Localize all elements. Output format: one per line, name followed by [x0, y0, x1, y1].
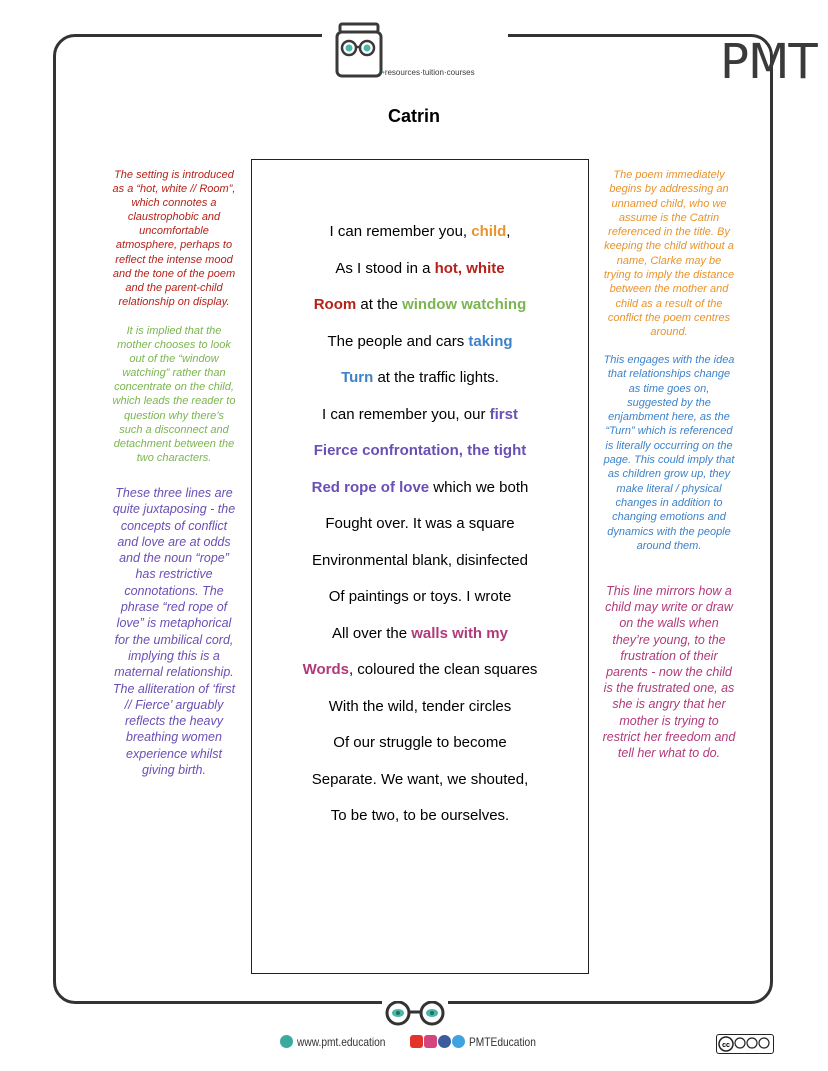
note-line: keeping the child without a [604, 240, 734, 253]
highlighted-phrase: Room [313, 296, 357, 313]
note-line: giving birth. [142, 763, 206, 778]
note-line: make literal / physical [616, 482, 722, 495]
note-line: experience whilst [126, 746, 222, 761]
instagram-icon[interactable] [424, 1035, 437, 1048]
note-line: uncomfortable [139, 225, 209, 238]
note-line: mother chooses to look [117, 339, 231, 352]
poem-line [251, 287, 589, 324]
note-red-rope [104, 485, 244, 778]
note-line: atmosphere, perhaps to [115, 239, 233, 252]
logo-tagline: •resources·tuition·courses [382, 68, 475, 77]
note-line: mother is trying to [619, 713, 719, 728]
poem-phrase: I can remember you, [329, 223, 472, 240]
highlighted-phrase: taking [468, 332, 513, 350]
note-line: is the frustrated one, as [603, 681, 735, 696]
note-line: changes in addition to [615, 496, 723, 509]
note-line: name, Clarke may be [616, 254, 722, 267]
note-line: phrase “red rope of [120, 600, 228, 615]
note-line: begins by addressing an [609, 183, 729, 196]
note-line: enjambment here, as the [608, 411, 730, 424]
poem-phrase: Fought over. It was a square [325, 515, 515, 532]
page-title: Catrin [387, 106, 440, 126]
note-line: as time goes on, [628, 382, 710, 395]
glasses-icon [382, 1001, 448, 1027]
highlighted-phrase: Turn [341, 369, 374, 386]
note-line: and the parent-child [125, 281, 223, 294]
note-line: child may write or draw [605, 600, 733, 615]
poem-line [251, 360, 589, 397]
note-line: The setting is introduced [114, 169, 234, 181]
poem-line [251, 616, 589, 653]
note-line: suggested by the [627, 396, 711, 409]
poem-line [251, 251, 589, 288]
svg-text:cc: cc [722, 1042, 730, 1049]
note-line: and the tone of the poem [112, 267, 236, 280]
highlighted-phrase: child [471, 223, 507, 240]
note-line: // Fierce’ arguably [124, 697, 224, 712]
poem-line [251, 689, 589, 726]
note-line: “Turn” which is referenced [605, 425, 733, 438]
poem-phrase: Separate. We want, we shouted, [311, 770, 529, 788]
note-line: love” is metaphorical [116, 616, 232, 631]
note-walls [594, 583, 744, 761]
note-line: and the noun “rope” [119, 551, 229, 566]
poem-phrase: As I stood in a [335, 259, 435, 277]
cc-license-badge [716, 1034, 774, 1054]
note-line: for the umbilical cord, [114, 632, 234, 647]
note-line: It is implied that the [126, 325, 222, 337]
note-unnamed-child [594, 168, 744, 340]
youtube-icon[interactable] [410, 1035, 423, 1048]
note-line: out of the “window [129, 353, 219, 366]
poem-line [251, 397, 589, 434]
note-line: that relationships change [607, 368, 731, 381]
cc-icons [717, 1035, 772, 1052]
book-glasses-icon [334, 20, 386, 82]
note-line: child as a result of the [615, 297, 723, 310]
note-line: detachment between the [113, 437, 235, 450]
highlighted-phrase: Red rope of love [311, 478, 430, 496]
note-line: has restrictive [135, 567, 213, 582]
note-line: page. This could imply that [603, 454, 735, 467]
note-line: restrict her freedom and [602, 729, 736, 744]
poem-phrase: at the [356, 296, 403, 313]
note-line: The poem immediately [613, 169, 725, 181]
poem-phrase: , coloured the clean squares [348, 661, 538, 678]
note-line: assume is the Catrin [618, 211, 720, 224]
note-line: The alliteration of ‘first [112, 681, 236, 696]
poem-phrase: at the traffic lights. [373, 369, 499, 386]
note-line: implying this is a [128, 648, 220, 663]
note-line: quite juxtaposing - the [112, 502, 236, 517]
highlighted-phrase: hot, white [434, 259, 505, 277]
poem-phrase: which we both [429, 478, 529, 496]
poem-text [251, 214, 589, 835]
poem-phrase: Of our struggle to become [333, 734, 507, 751]
footer-social[interactable]: PMTEducation [410, 1034, 548, 1049]
note-line: around. [650, 326, 688, 339]
note-window-watching [104, 324, 244, 465]
highlighted-phrase: window watching [402, 296, 527, 313]
note-line: maternal relationship. [114, 665, 234, 680]
note-line: dynamics with the people [607, 525, 731, 538]
highlighted-phrase: Fierce confrontation, the tight [313, 442, 527, 459]
note-line: as a “hot, white // Room”, [112, 183, 236, 196]
poem-line [251, 433, 589, 470]
note-line: connotations. The [124, 583, 224, 598]
poem-line [251, 579, 589, 616]
poem-line [251, 214, 589, 251]
poem-phrase: Environmental blank, disinfected [312, 551, 528, 569]
note-line: This line mirrors how a [606, 584, 732, 598]
poem-line [251, 652, 589, 689]
note-line: changing emotions and [612, 511, 726, 524]
note-setting [104, 168, 244, 309]
note-line: breathing women [126, 730, 222, 745]
note-line: such a disconnect and [119, 423, 229, 436]
logo-text: PMT [720, 34, 817, 90]
note-line: on the walls when [619, 616, 719, 631]
poem-line [251, 470, 589, 507]
twitter-icon[interactable] [452, 1035, 465, 1048]
note-line: referenced in the title. By [608, 226, 730, 239]
note-line: conflict the poem centres [607, 311, 731, 324]
note-line: as children grow up, they [607, 468, 731, 481]
footer-website[interactable]: www.pmt.education [280, 1034, 401, 1049]
note-line: they’re young, to the [612, 632, 726, 647]
poem-phrase: Of paintings or toys. I wrote [328, 588, 512, 605]
note-line: concepts of conflict [120, 518, 228, 533]
note-line: around them. [636, 539, 702, 552]
note-line: and love are at odds [117, 534, 231, 549]
note-line: between the mother and [609, 283, 729, 296]
note-line: is literally occurring on the [605, 439, 733, 452]
note-line: This engages with the idea [603, 354, 735, 366]
poem-line [251, 762, 589, 799]
note-line: watching” rather than [122, 367, 226, 380]
note-line: reflects the heavy [125, 714, 223, 729]
poem-line [251, 798, 589, 835]
poem-phrase: I can remember you, our [322, 405, 490, 423]
note-line: These three lines are [115, 486, 233, 500]
highlighted-phrase: walls with my [411, 624, 508, 642]
highlighted-phrase: Words [302, 661, 349, 678]
facebook-icon[interactable] [438, 1035, 451, 1048]
poem-line [251, 324, 589, 361]
highlighted-phrase: first [489, 405, 518, 423]
note-line: claustrophobic and [127, 211, 221, 224]
poem-line [251, 725, 589, 762]
note-line: relationship on display. [118, 295, 230, 308]
poem-phrase: To be two, to be ourselves. [330, 807, 510, 824]
poem-phrase: The people and cars [327, 332, 469, 350]
note-line: which connotes a [131, 197, 217, 210]
note-line: she is angry that her [612, 697, 726, 712]
poem-line [251, 543, 589, 580]
note-line: parents - now the child [606, 665, 732, 680]
note-line: unnamed child, who we [611, 197, 727, 210]
note-line: trying to imply the distance [603, 269, 735, 282]
note-line: which leads the reader to [112, 395, 236, 408]
note-line: two characters. [136, 451, 212, 464]
note-line: question why there’s [123, 409, 225, 422]
poem-line [251, 506, 589, 543]
note-line: tell her what to do. [617, 746, 721, 761]
cursor-icon [280, 1035, 293, 1048]
note-line: reflect the intense mood [115, 253, 233, 266]
note-line: frustration of their [620, 648, 718, 663]
note-line: concentrate on the child, [114, 381, 234, 394]
note-turn [594, 353, 744, 553]
poem-phrase: All over the [332, 624, 412, 642]
poem-phrase: , [506, 223, 511, 240]
poem-phrase: With the wild, tender circles [328, 697, 512, 715]
